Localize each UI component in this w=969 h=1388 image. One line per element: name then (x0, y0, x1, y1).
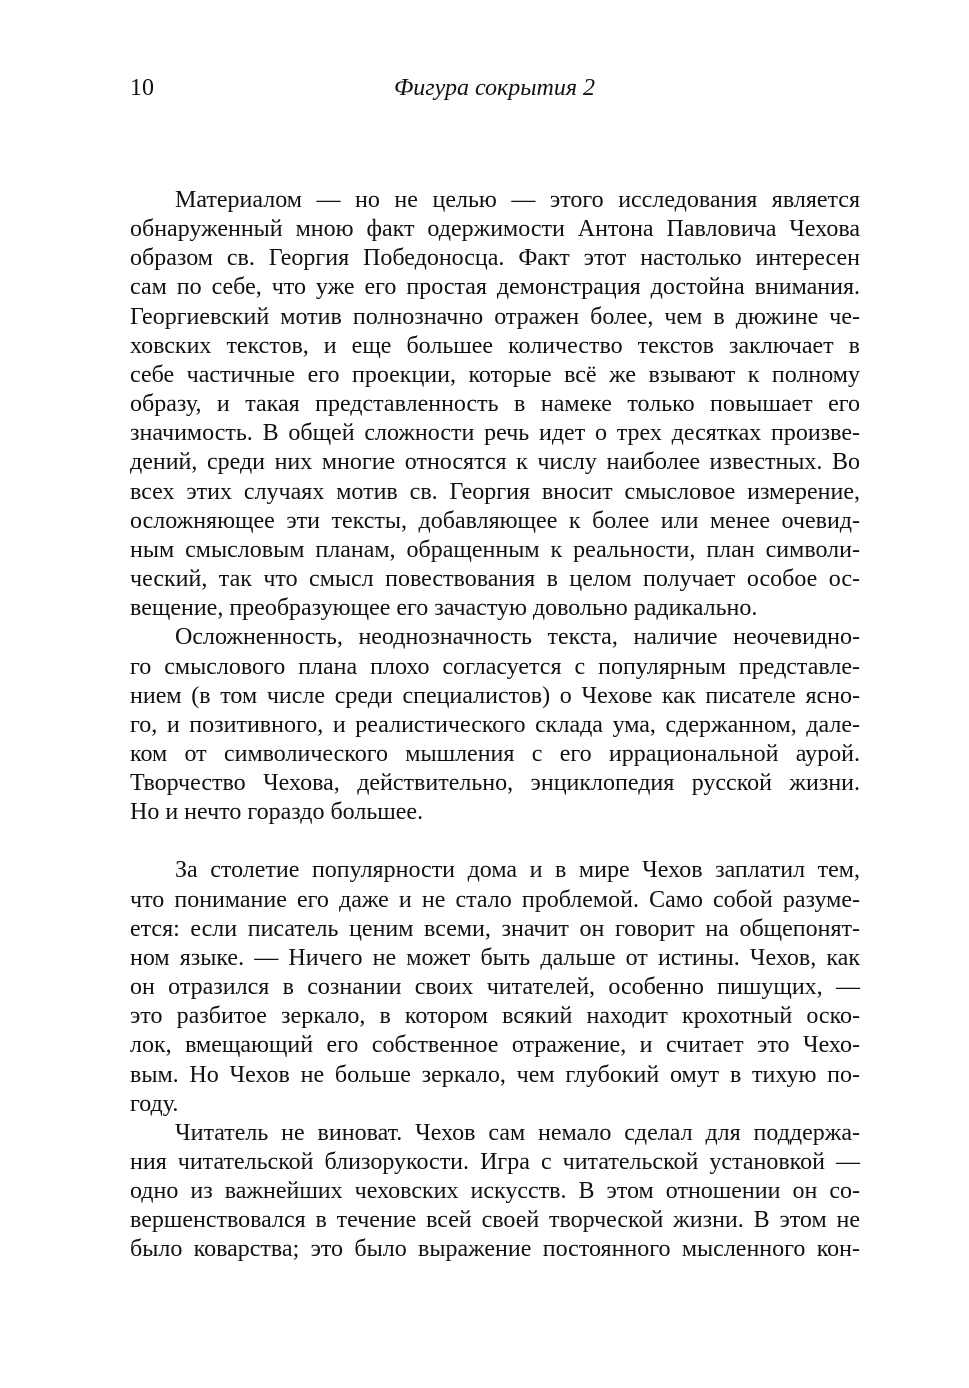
text-line: ном языке. — Ничего не может быть дальше от истины. Чехов, как (130, 944, 860, 971)
text-line: образу, и такая представленность в намеке только повышает его (130, 391, 860, 418)
text-line: это разбитое зеркало, в котором всякий находит крохотный оско- (130, 1003, 860, 1030)
text-line: себе частичные его проекции, которые всё же взывают к полному (130, 361, 860, 388)
text-line: осложняющее эти тексты, добавляющее к более или менее очевид- (130, 507, 860, 534)
text-line: образом св. Георгия Победоносца. Факт этот настолько интересен (130, 245, 860, 272)
page-number: 10 (130, 75, 154, 101)
body-text (130, 186, 860, 1265)
text-line: вещение, преобразующее его зачастую довольно радикально. (130, 595, 758, 622)
paragraph-4 (130, 1119, 860, 1265)
section-gap (130, 827, 860, 856)
text-line: обнаруженный мною факт одержимости Антона Павловича Чехова (130, 216, 860, 243)
text-line: ховских текстов, и еще большее количество текстов заключает в (130, 332, 860, 359)
text-line: нием (в том числе среди специалистов) о Чехове как писателе ясно- (130, 682, 860, 709)
page-header (130, 68, 859, 108)
text-line: лок, вмещающий его собственное отражение, и считает это Чехо- (130, 1032, 860, 1059)
text-line: всех этих случаях мотив св. Георгия вносит смысловое измерение, (130, 478, 860, 505)
text-line: он отразился в сознании своих читателей, особенно пишущих, — (130, 974, 860, 1001)
text-line: значимость. В общей сложности речь идет о трех десятках произве- (130, 420, 860, 447)
text-line: го смыслового плана плохо согласуется с популярным представле- (130, 653, 860, 680)
paragraph-2 (130, 623, 860, 827)
text-line: За столетие популярности дома и в мире Чехов заплатил тем, (175, 857, 860, 884)
text-line: сам по себе, что уже его простая демонстрация достойна внимания. (130, 274, 860, 301)
text-line: было коварства; это было выражение постоянного мысленного кон- (130, 1236, 860, 1263)
text-line: вершенствовался в течение всей своей творческой жизни. В этом не (130, 1207, 860, 1234)
text-line: Читатель не виноват. Чехов сам немало сделал для поддержа- (175, 1119, 860, 1146)
text-line: ния читательской близорукости. Игра с читательской установкой — (130, 1149, 860, 1175)
text-line: Творчество Чехова, действительно, энциклопедия русской жизни. (130, 770, 860, 797)
text-line: Материалом — но не целью — этого исследования является (175, 187, 860, 213)
text-line: дений, среди них многие относятся к числу наиболее известных. Во (130, 449, 860, 476)
text-line: ческий, так что смысл повествования в целом получает особое ос- (130, 566, 860, 593)
text-line: Георгиевский мотив полнозначно отражен более, чем в дюжине че- (130, 303, 860, 330)
text-line: одно из важнейших чеховских искусств. В этом отношении он со- (130, 1178, 860, 1205)
text-line: году. (130, 1090, 179, 1117)
text-line: го, и позитивного, и реалистического склада ума, сдержанном, дале- (130, 711, 860, 738)
running-title: Фигура сокрытия 2 (393, 75, 596, 101)
text-line: что понимание его даже и не стало проблемой. Само собой разуме- (130, 886, 860, 913)
paragraph-3 (130, 856, 860, 1118)
text-line: ным смысловым планам, обращенным к реальности, план символи- (130, 536, 860, 563)
text-line: вым. Но Чехов не больше зеркало, чем глубокий омут в тихую по- (130, 1061, 860, 1088)
text-line: ется: если писатель ценим всеми, значит он говорит на общепонят- (130, 915, 860, 942)
text-line: Но и нечто гораздо большее. (130, 799, 424, 826)
text-line: Осложненность, неоднозначность текста, наличие неочевидно- (175, 624, 860, 651)
text-line: ком от символического мышления с его иррациональной аурой. (130, 740, 860, 767)
paragraph-1 (130, 186, 860, 623)
